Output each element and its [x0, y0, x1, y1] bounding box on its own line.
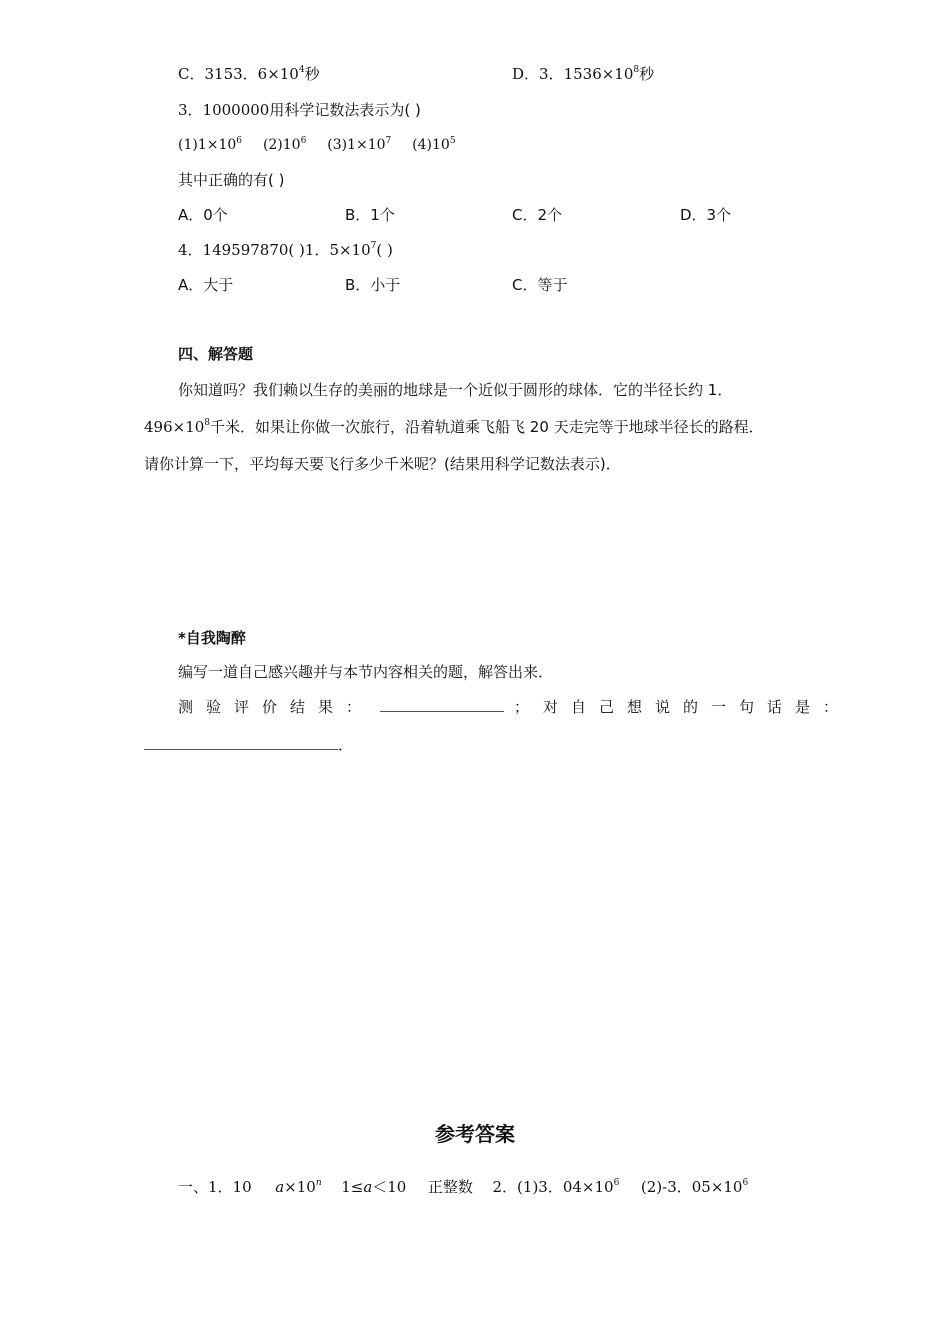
- q3-item: $(1)1\times 10^6$: [178, 136, 243, 153]
- separator: ；: [514, 698, 530, 716]
- q3-items: [178, 135, 456, 155]
- q3-item: $(2)10^6$: [262, 136, 307, 153]
- q3-item: $(4)10^5$: [412, 136, 456, 153]
- q3-option-a: A．0个: [178, 206, 228, 224]
- q4-option-c: C．等于: [512, 276, 568, 294]
- q2-option-c: C．3153．$6\times 10^4$秒: [178, 65, 320, 83]
- q4-option-b: B．小于: [345, 276, 401, 294]
- answers-line1: 一、1．10 $a\times 10^n$ 1≤a＜10 正整数 2．(1)3．$04\times 10^6$ (2)-3．$05\times 10^6$: [178, 1178, 749, 1196]
- answers-title: 参考答案: [435, 1122, 515, 1146]
- self-line1: 编写一道自己感兴趣并与本节内容相关的题，解答出来．: [178, 663, 554, 681]
- section4-heading: 四、解答题: [178, 345, 254, 363]
- q3-stem: 3．1000000用科学记数法表示为( ): [178, 101, 421, 119]
- q3-option-d: D．3个: [680, 206, 732, 224]
- section4-line2: $496\times 10^8$千米．如果让你做一次旅行，沿着轨道乘飞船飞 20 天走完等于地球半径长的路程．: [144, 418, 764, 436]
- eval-blank[interactable]: [380, 697, 504, 712]
- q4-option-a: A．大于: [178, 276, 234, 294]
- eval-line: [178, 697, 851, 717]
- q2-option-d: D．3．$1536\times 10^8$秒: [512, 65, 655, 83]
- q3-option-c: C．2个: [512, 206, 563, 224]
- q3-item: $(3)1\times 10^7$: [327, 136, 392, 153]
- say-line: ．: [144, 735, 353, 755]
- eval-label: 测验评价结果：: [178, 698, 375, 716]
- q3-option-b: B．1个: [345, 206, 395, 224]
- q3-prompt: 其中正确的有( ): [178, 171, 285, 189]
- q4-stem: 4．149597870( )1．$5\times 10^7$( ): [178, 241, 393, 259]
- section4-line3: 请你计算一下，平均每天要飞行多少千米呢？(结果用科学记数法表示)．: [144, 455, 621, 473]
- self-heading: *自我陶醉: [178, 629, 246, 647]
- section4-line1: 你知道吗？我们赖以生存的美丽的地球是一个近似于圆形的球体．它的半径长约 1．: [178, 381, 733, 399]
- say-label: 对自己想说的一句话是：: [543, 698, 852, 716]
- say-blank[interactable]: [144, 735, 338, 750]
